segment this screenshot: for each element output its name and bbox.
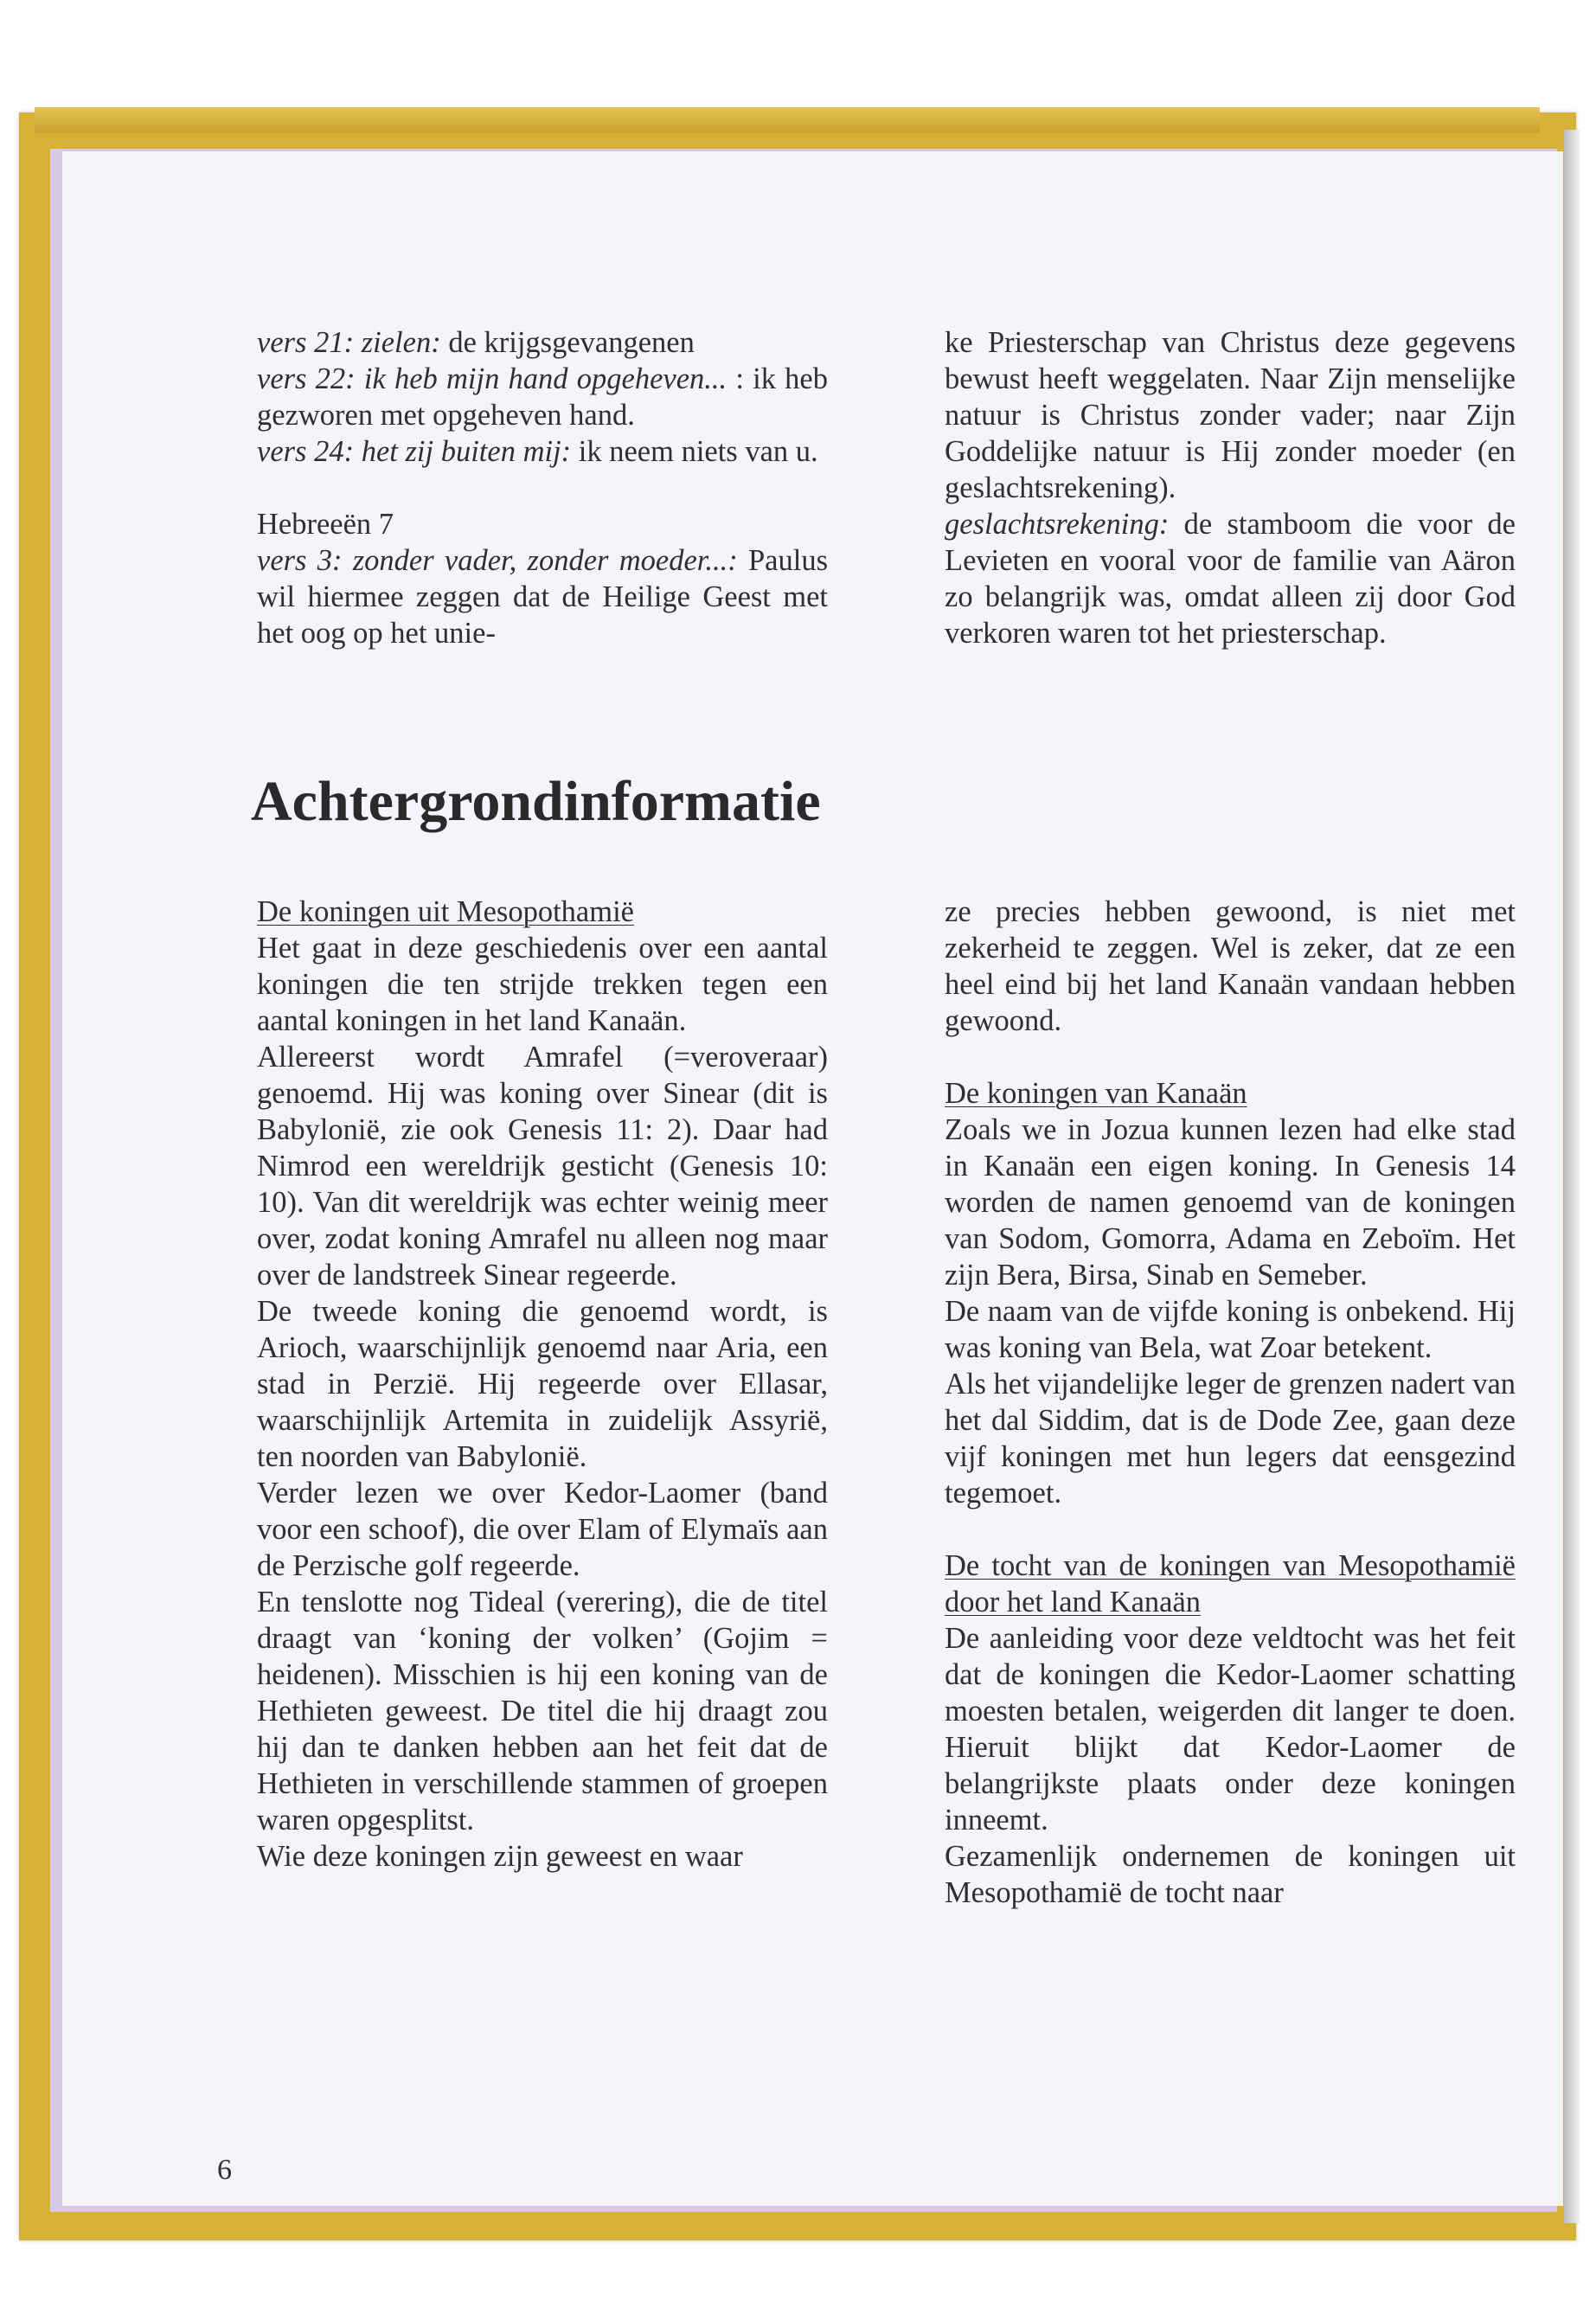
- spacer: [945, 1039, 1516, 1075]
- top-right-column: [945, 324, 1516, 651]
- term-text: de stamboom die voor de Levieten en vooral voor de familie van Aäron zo belangrijk was, omdat alleen zij door God verkoren waren tot het priesterschap.: [945, 508, 1516, 650]
- verse-label: vers 3: zonder vader, zonder moeder...:: [257, 544, 738, 577]
- paragraph: De aanleiding voor deze veldtocht was het feit dat de koningen die Kedor-Laomer schatting moesten betalen, weigerden dit langer te doen. Hieruit blijkt dat Kedor-Laomer de belangrijkste plaats onder deze koningen inneemt.: [945, 1622, 1516, 1836]
- paragraph: Allereerst wordt Amrafel (=veroveraar) genoemd. Hij was koning over Sinear (dit is Babylonië, zie ook Genesis 11: 2). Daar had Nimrod een wereldrijk gesticht (Genesis 10: 10). Van dit wereldrijk was echter weinig meer over, zodat koning Amrafel nu alleen nog maar over de landstreek Sinear regeerde.: [257, 1041, 828, 1292]
- paragraph: ze precies hebben gewoond, is niet met zekerheid te zeggen. Wel is zeker, dat ze een heel eind bij het land Kanaän vandaan hebben gewoond.: [945, 895, 1516, 1037]
- verse-note-3: [257, 542, 828, 651]
- verse-text: de krijgsgevangenen: [440, 326, 695, 359]
- page-number: 6: [217, 2154, 232, 2186]
- term-label: geslachtsrekening:: [945, 508, 1170, 541]
- paragraph: En tenslotte nog Tideal (verering), die de titel draagt van ‘koning der volken’ (Gojim = heidenen). Misschien is hij een koning van de Hethieten geweest. De titel die hij draagt zou hij dan te danken hebben aan het feit dat de Hethieten in verschillende stammen of groepen waren opgesplitst.: [257, 1586, 828, 1836]
- spacer: [945, 1511, 1516, 1548]
- paragraph: Wie deze koningen zijn geweest en waar: [257, 1840, 743, 1873]
- paragraph: Gezamenlijk ondernemen de koningen uit Mesopothamië de tocht naar: [945, 1840, 1516, 1909]
- verse-text: : ik heb gezworen met opgeheven hand.: [257, 362, 828, 432]
- verse-label: vers 22: ik heb mijn hand opgeheven...: [257, 362, 727, 395]
- verse-note-22: [257, 361, 828, 433]
- spacer: [257, 470, 828, 506]
- verse-label: vers 21: zielen:: [257, 326, 441, 359]
- subheading-tocht: De tocht van de koningen van Mesopothamië door het land Kanaän: [945, 1549, 1516, 1618]
- main-left-column: [257, 894, 828, 1875]
- main-right-column: [945, 894, 1516, 1911]
- subheading-hebreeen: Hebreeën 7: [257, 508, 394, 541]
- paragraph: De tweede koning die genoemd wordt, is Arioch, waarschijnlijk genoemd naar Aria, een stad in Perzië. Hij regeerde over Ellasar, waarschijnlijk Artemita in zuidelijk Assyrië, ten noorden van Babylonië.: [257, 1295, 828, 1473]
- verse-text: Paulus wil hiermee zeggen dat de Heilige Geest met het oog op het unie-: [257, 544, 829, 650]
- subheading-koningen-kanaan: De koningen van Kanaän: [945, 1077, 1247, 1110]
- subheading-koningen-mesopothamie: De koningen uit Mesopothamië: [257, 895, 634, 928]
- book-page: [62, 151, 1563, 2206]
- paragraph: Als het vijandelijke leger de grenzen nadert van het dal Siddim, dat is de Dode Zee, gaan deze vijf koningen met hun legers dat eensgezind tegemoet.: [945, 1368, 1516, 1509]
- binder-top-edge: [35, 107, 1540, 133]
- verse-note-21: [257, 324, 828, 361]
- paragraph: Het gaat in deze geschiedenis over een aantal koningen die ten strijde trekken tegen een aantal koningen in het land Kanaän.: [257, 932, 828, 1037]
- paragraph: Zoals we in Jozua kunnen lezen had elke stad in Kanaän een eigen koning. In Genesis 14 worden de namen genoemd van de koningen van Sodom, Gomorra, Adama en Zeboïm. Het zijn Bera, Birsa, Sinab en Semeber.: [945, 1113, 1516, 1292]
- term-note: [945, 506, 1516, 651]
- page-right-shadow: [1564, 130, 1580, 2223]
- verse-label: vers 24: het zij buiten mij:: [257, 435, 572, 468]
- paragraph: Verder lezen we over Kedor-Laomer (band voor een schoof), die over Elam of Elymaïs aan de Perzische golf regeerde.: [257, 1477, 828, 1582]
- section-title: Achtergrondinformatie: [251, 770, 821, 833]
- top-left-column: [257, 324, 828, 651]
- verse-text: ik neem niets van u.: [571, 435, 818, 468]
- verse-note-24: [257, 433, 828, 470]
- paragraph: De naam van de vijfde koning is onbekend. Hij was koning van Bela, wat Zoar betekent.: [945, 1295, 1516, 1364]
- paragraph: ke Priesterschap van Christus deze gegevens bewust heeft weggelaten. Naar Zijn menselijke natuur is Christus zonder vader; naar Zijn Goddelijke natuur is Hij zonder moeder (en geslachtsrekening).: [945, 326, 1516, 504]
